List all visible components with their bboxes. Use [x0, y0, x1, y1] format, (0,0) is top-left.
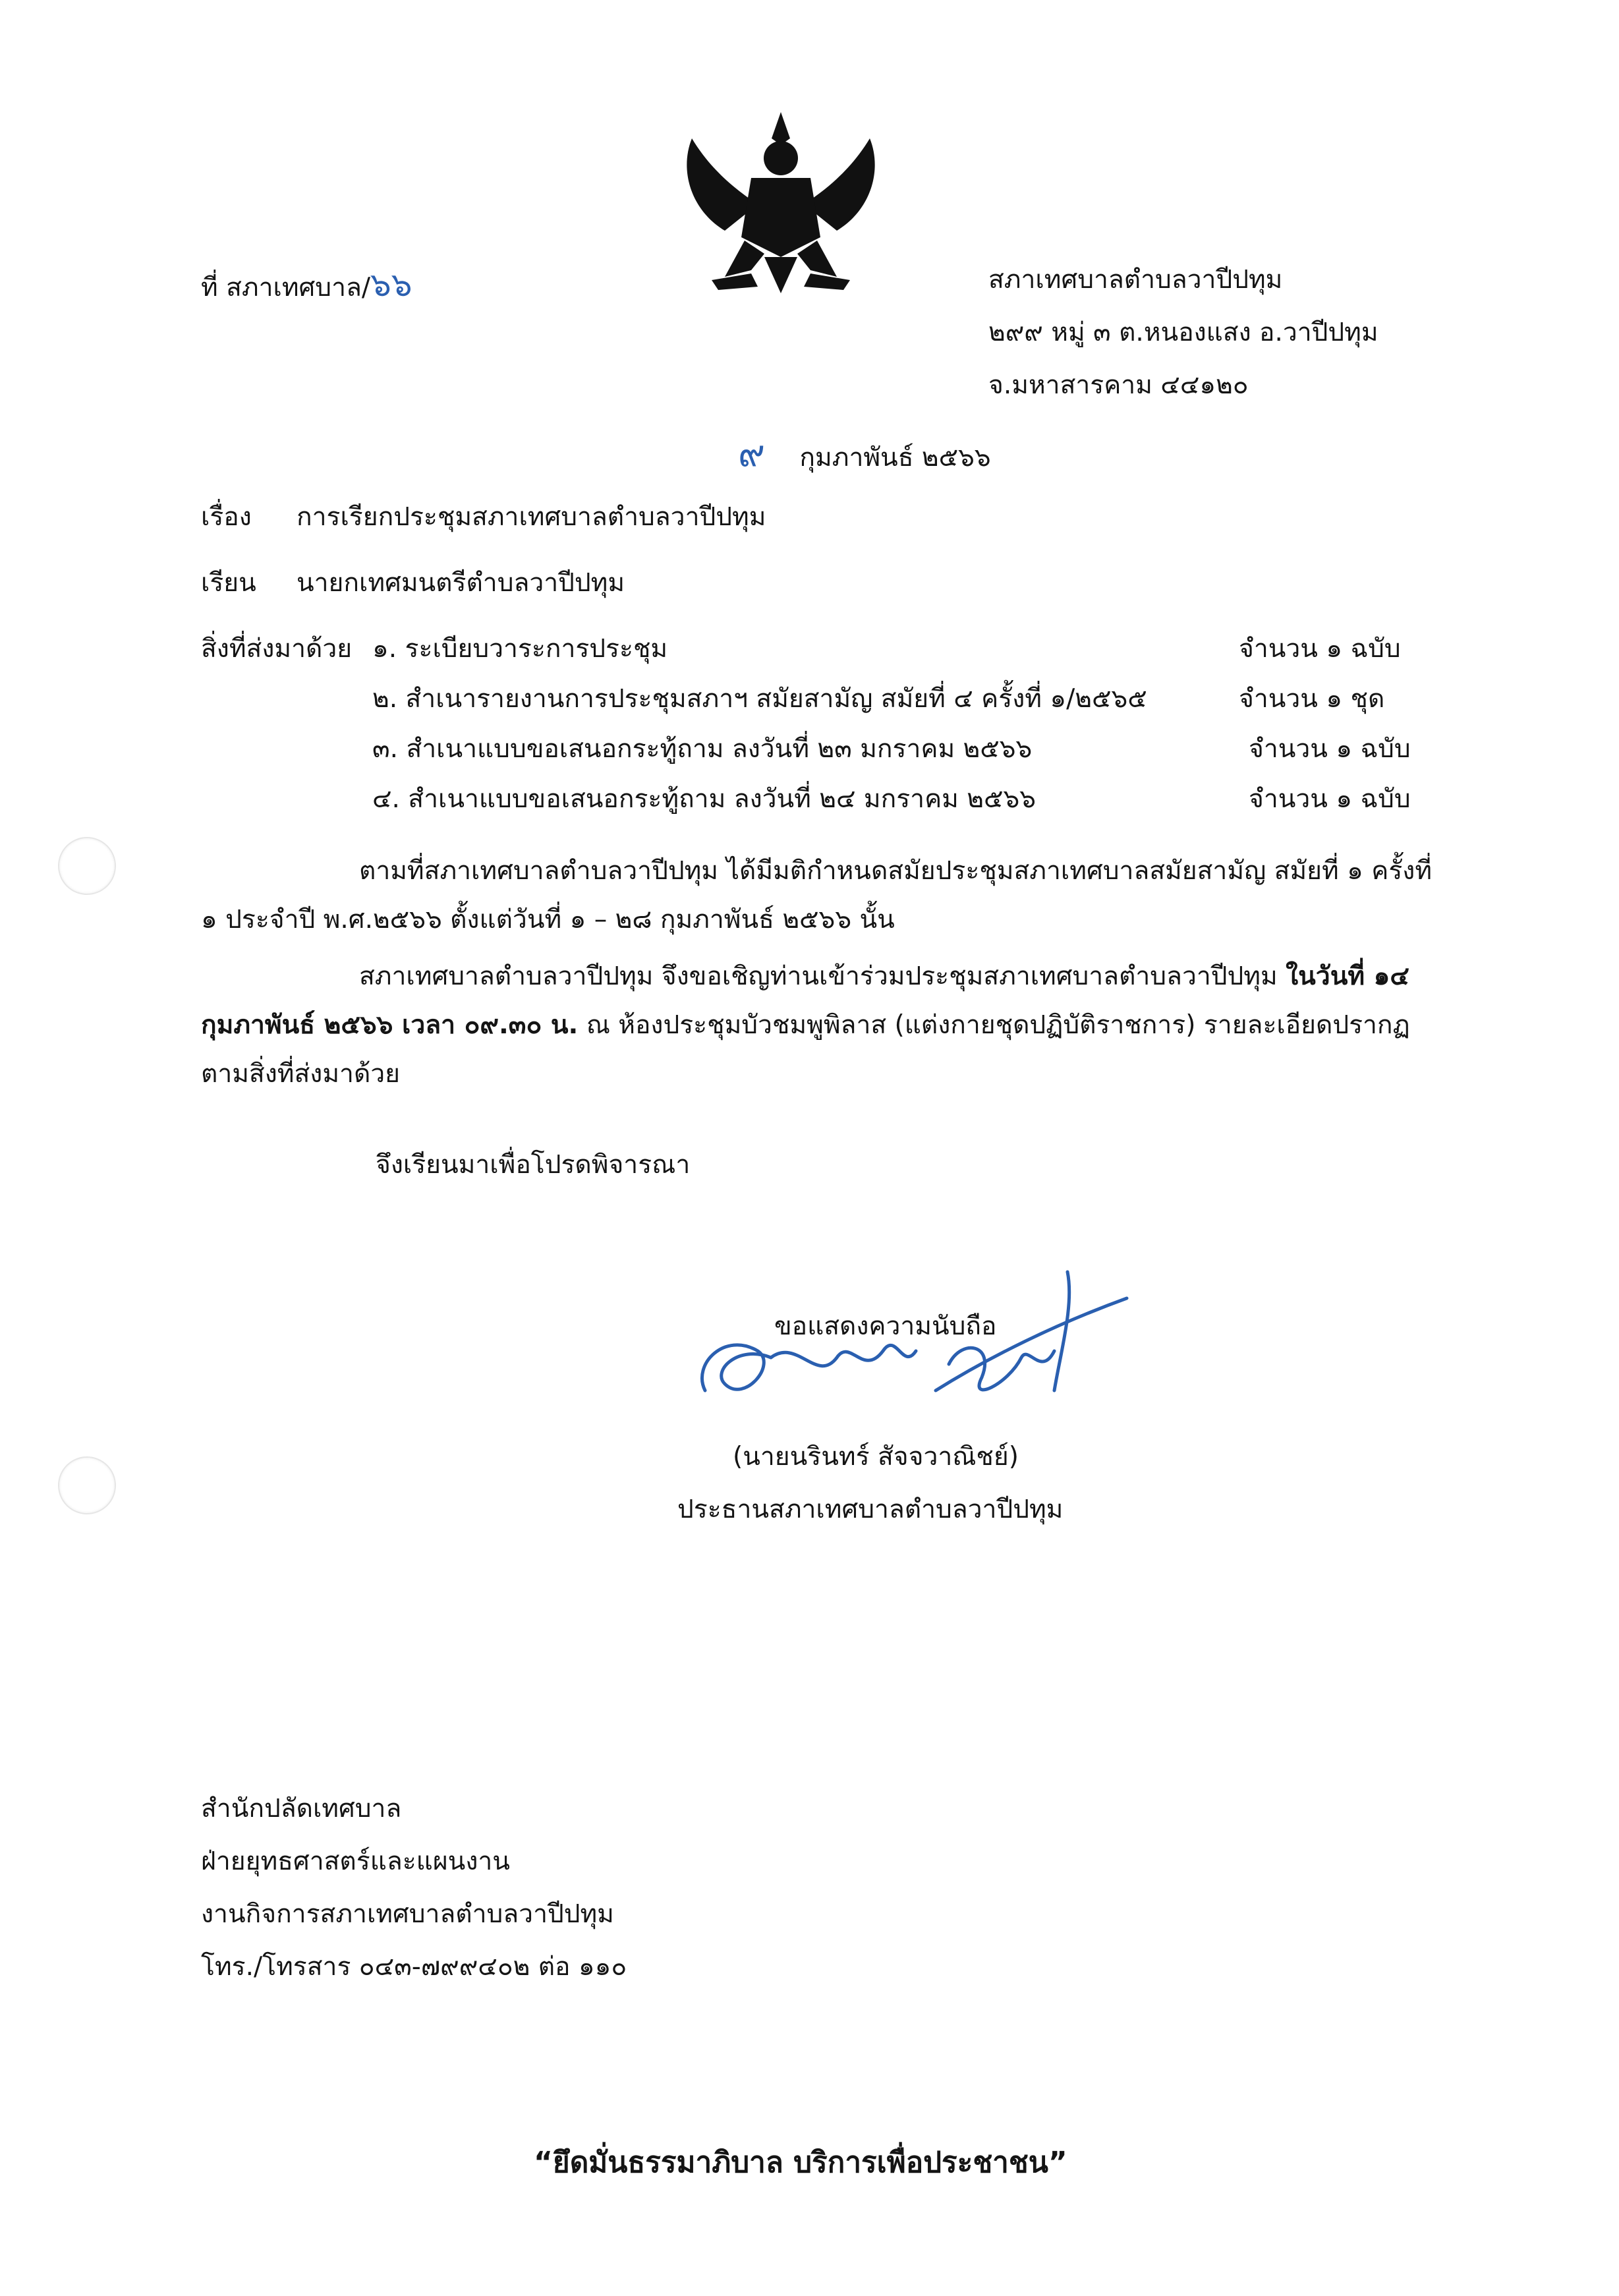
enclosure-item: ๓. สำเนาแบบขอเสนอกระทู้ถาม ลงวันที่ ๒๓ มกราคม ๒๕๖๖ [372, 734, 1033, 764]
punch-hole [58, 1456, 116, 1514]
closing-phrase: ขอแสดงความนับถือ [774, 1311, 997, 1341]
letter-date [738, 432, 991, 476]
enclosures-label: สิ่งที่ส่งมาด้วย [201, 634, 353, 664]
enclosure-qty: จำนวน ๑ ฉบับ [1249, 784, 1411, 814]
sender-org-name: สภาเทศบาลตำบลวาปีปทุม [988, 265, 1283, 295]
reference-label: ที่ สภาเทศบาล/ [201, 273, 371, 302]
signatory-name: (นายนรินทร์ สัจจวาณิชย์) [733, 1442, 1019, 1472]
slogan: “ยึดมั่นธรรมาภิบาล บริการเพื่อประชาชน” [534, 2146, 1067, 2179]
signatory-position: ประธานสภาเทศบาลตำบลวาปีปทุม [677, 1495, 1064, 1524]
sender-address-line2: จ.มหาสารคาม ๔๔๑๒๐ [988, 370, 1249, 400]
paragraph-2-start: สภาเทศบาลตำบลวาปีปทุม จึงขอเชิญท่านเข้าร่วมประชุมสภาเทศบาลตำบลวาปีปทุม [359, 961, 1278, 991]
footer-phone: โทร./โทรสาร ๐๔๓-๗๙๙๔๐๒ ต่อ ๑๑๐ [201, 1952, 627, 1982]
meeting-datetime: ในวันที่ ๑๔ กุมภาพันธ์ ๒๕๖๖ เวลา ๐๙.๓๐ น. [201, 961, 1409, 1041]
footer-division: ฝ่ายยุทธศาสตร์และแผนงาน [201, 1847, 510, 1876]
reference-number-handwritten: ๖๖ [370, 266, 412, 304]
reference-number [201, 265, 412, 304]
body-paragraph-1: ตามที่สภาเทศบาลตำบลวาปีปทุม ได้มีมติกำหนดสมัยประชุมสภาเทศบาลสมัยสามัญ สมัยที่ ๑ ครั้งที่ ๑ ประจำปี พ.ศ.๒๕๖๖ ตั้งแต่วันที่ ๑ – ๒๘ กุมภาพันธ์ ๒๕๖๖ นั้น [201, 856, 1433, 935]
enclosure-qty: จำนวน ๑ ฉบับ [1239, 634, 1401, 664]
handwritten-signature [685, 1252, 1133, 1443]
enclosure-item: ๒. สำเนารายงานการประชุมสภาฯ สมัยสามัญ สมัยที่ ๔ ครั้งที่ ๑/๒๕๖๕ [372, 684, 1147, 714]
closing-request: จึงเรียนมาเพื่อโปรดพิจารณา [376, 1150, 691, 1180]
body-paragraph-2 [201, 952, 1446, 1099]
date-day-handwritten: ๙ [738, 432, 766, 475]
recipient-label: เรียน [201, 568, 256, 598]
subject-label: เรื่อง [201, 502, 252, 532]
enclosure-item: ๑. ระเบียบวาระการประชุม [372, 634, 668, 664]
subject-text: การเรียกประชุมสภาเทศบาลตำบลวาปีปทุม [297, 502, 766, 532]
footer-office: สำนักปลัดเทศบาล [201, 1794, 402, 1823]
enclosure-item: ๔. สำเนาแบบขอเสนอกระทู้ถาม ลงวันที่ ๒๔ มกราคม ๒๕๖๖ [372, 784, 1037, 814]
sender-address-line1: ๒๙๙ หมู่ ๓ ต.หนองแสง อ.วาปีปทุม [988, 318, 1378, 347]
punch-hole [58, 837, 116, 895]
date-month-year: กุมภาพันธ์ ๒๕๖๖ [799, 443, 991, 473]
recipient-text: นายกเทศมนตรีตำบลวาปีปทุม [297, 568, 625, 598]
enclosure-qty: จำนวน ๑ ชุด [1239, 684, 1385, 714]
enclosure-qty: จำนวน ๑ ฉบับ [1249, 734, 1411, 764]
garuda-emblem [666, 99, 896, 303]
footer-unit: งานกิจการสภาเทศบาลตำบลวาปีปทุม [201, 1899, 614, 1929]
paragraph-2-end: ณ ห้องประชุมบัวชมพูพิลาส (แต่งกายชุดปฏิบัติราชการ) รายละเอียดปรากฏตามสิ่งที่ส่งมาด้วย [201, 1010, 1410, 1089]
